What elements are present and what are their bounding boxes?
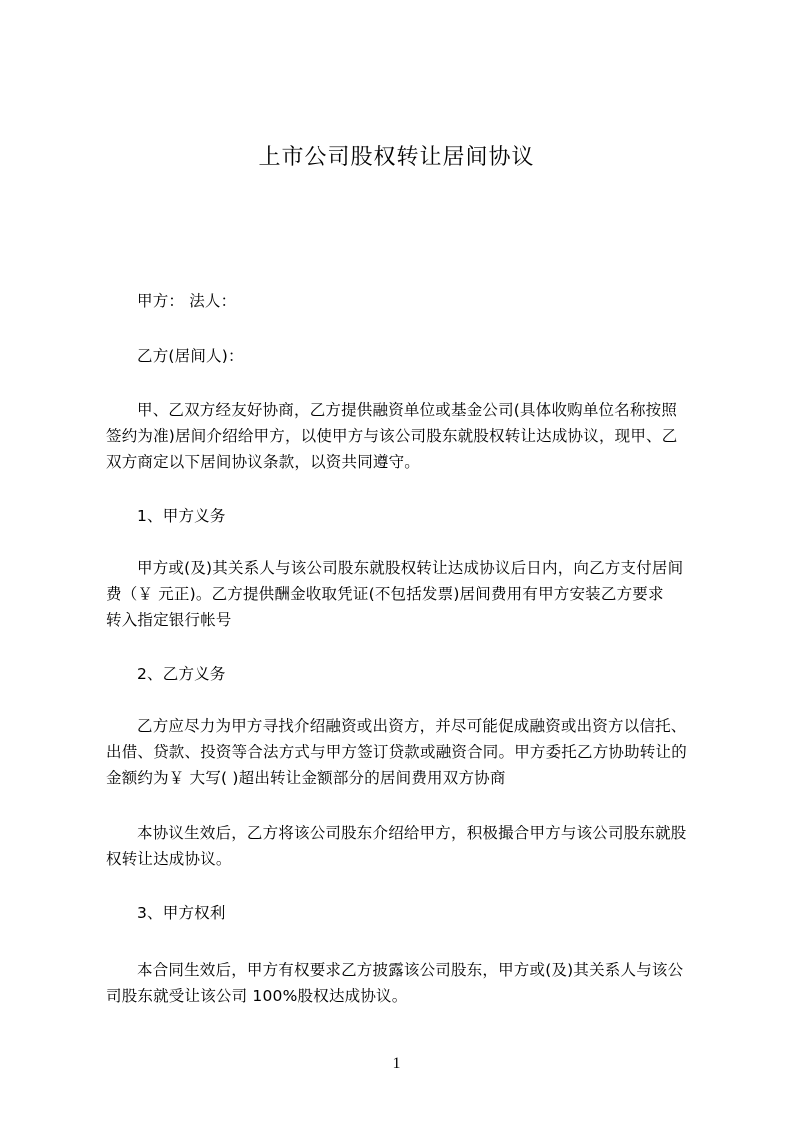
intro-line: 甲、乙双方经友好协商，乙方提供融资单位或基金公司(具体收购单位名称按照: [137, 401, 678, 419]
section-1-paragraph: [106, 555, 701, 633]
party-b-line: 乙方(居间人)：: [137, 347, 244, 365]
section-2-paragraph-2: [106, 820, 701, 872]
section-1-line: 费（￥ 元正)。乙方提供酬金收取凭证(不包括发票)居间费用有甲方安装乙方要求: [106, 585, 664, 603]
section-1-heading: 1、甲方义务: [137, 507, 226, 525]
page-number: 1: [392, 1055, 401, 1072]
section-2-line: 出借、贷款、投资等合法方式与甲方签订贷款或融资合同。甲方委托乙方协助转让的: [106, 743, 687, 761]
party-a-line: 甲方： 法人：: [137, 292, 237, 310]
document-title: 上市公司股权转让居间协议: [258, 145, 535, 170]
section-3-paragraph: [106, 957, 701, 1009]
section-2-line: 权转让达成协议。: [106, 850, 232, 868]
section-2-paragraph: [106, 713, 701, 791]
section-2-line: 金额约为￥ 大写( )超出转让金额部分的居间费用双方协商: [106, 769, 506, 787]
section-3-line: 本合同生效后，甲方有权要求乙方披露该公司股东，甲方或(及)其关系人与该公: [137, 961, 684, 979]
intro-paragraph: [106, 397, 701, 475]
section-2-heading: 2、乙方义务: [137, 665, 226, 683]
section-1-line: 甲方或(及)其关系人与该公司股东就股权转让达成协议后日内，向乙方支付居间: [137, 559, 684, 577]
intro-line: 双方商定以下居间协议条款，以资共同遵守。: [106, 453, 421, 471]
section-3-line: 司股东就受让该公司 100%股权达成协议。: [106, 987, 408, 1005]
section-2-line: 本协议生效后，乙方将该公司股东介绍给甲方，积极撮合甲方与该公司股东就股: [137, 824, 687, 842]
intro-line: 签约为准)居间介绍给甲方，以使甲方与该公司股东就股权转让达成协议，现甲、乙: [106, 427, 678, 445]
section-1-line: 转入指定银行帐号: [106, 611, 232, 629]
section-3-heading: 3、甲方权利: [137, 904, 226, 922]
section-2-line: 乙方应尽力为甲方寻找介绍融资或出资方，并尽可能促成融资或出资方以信托、: [137, 717, 687, 735]
